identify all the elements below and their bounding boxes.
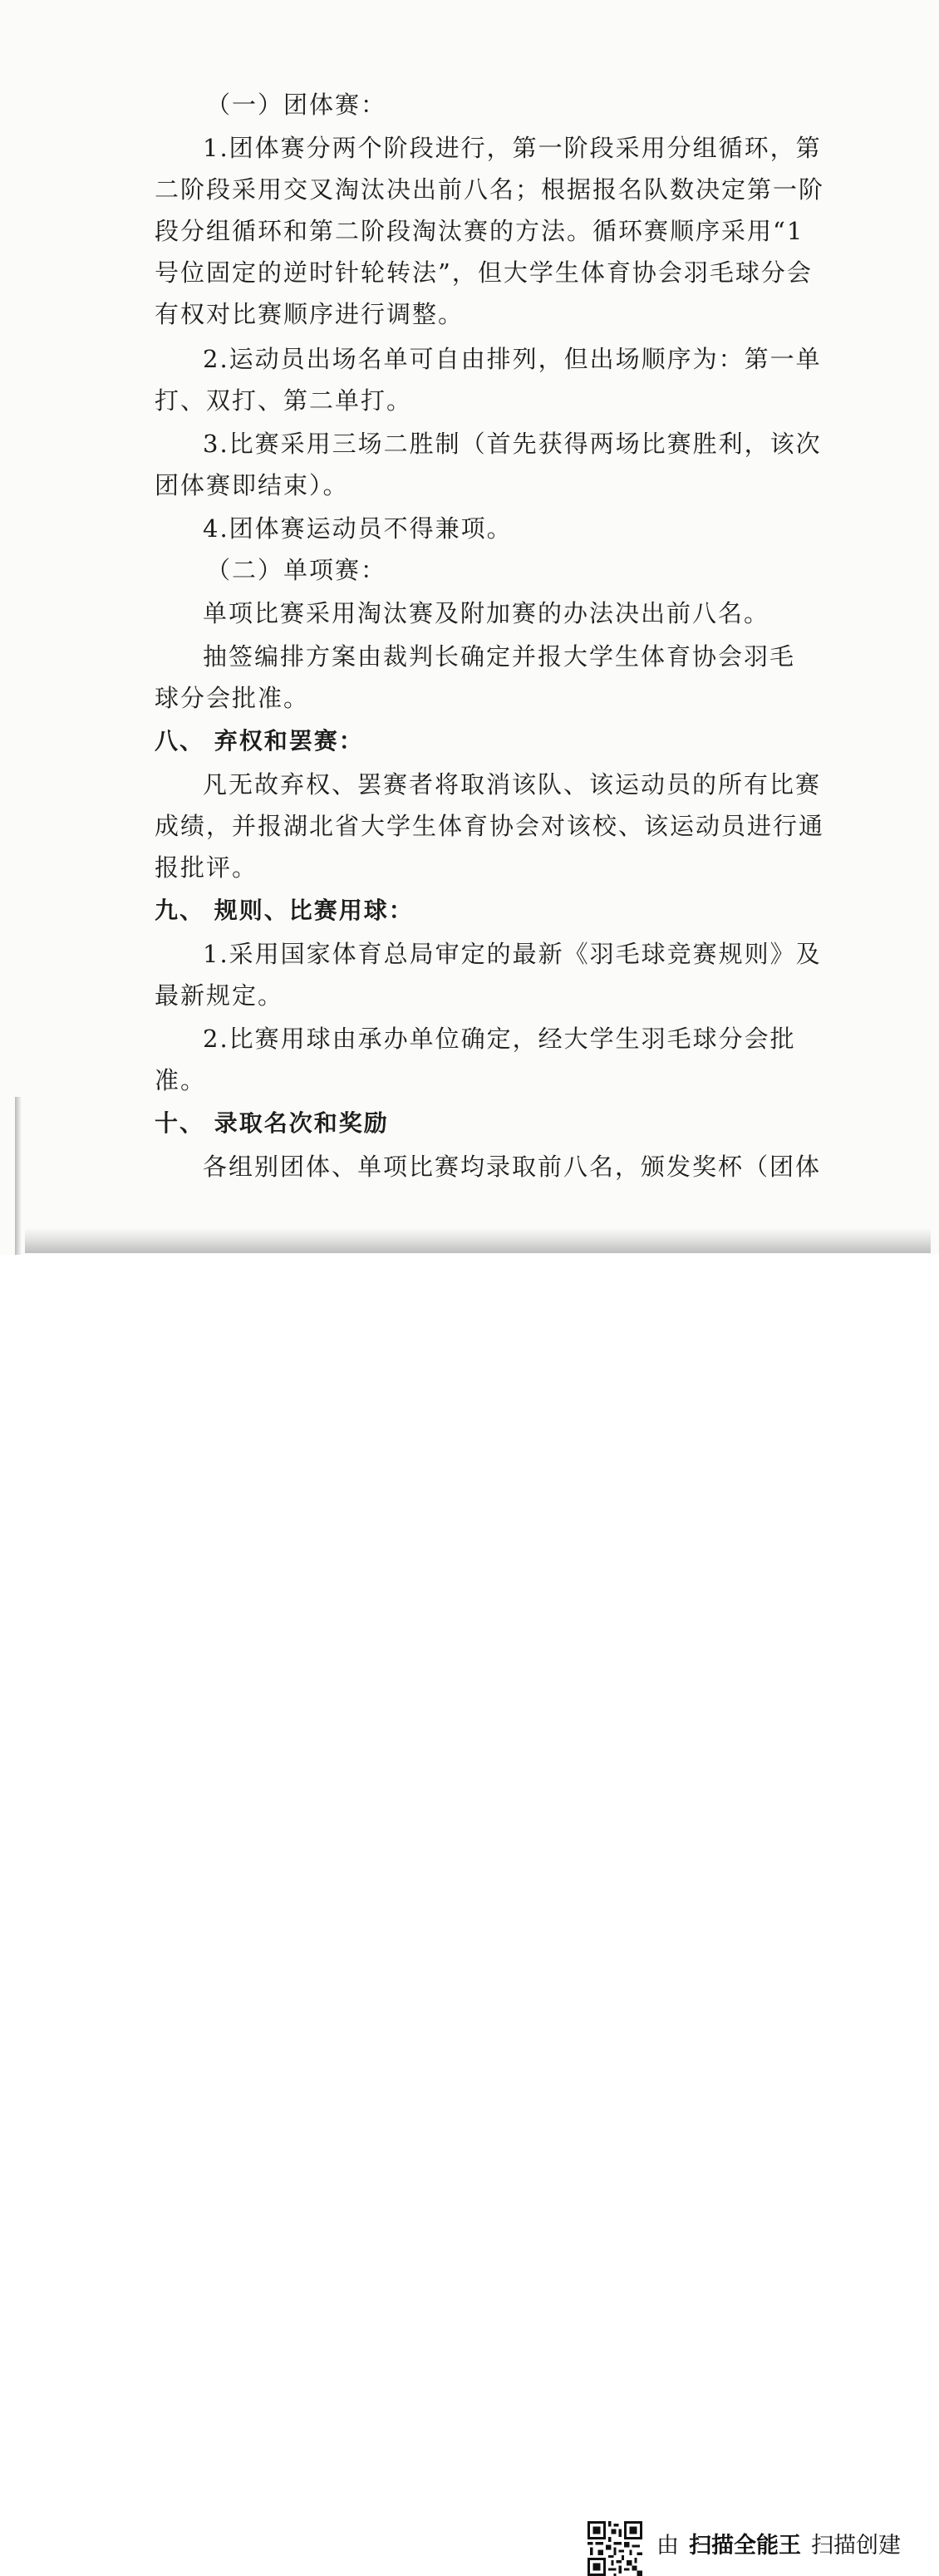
watermark-prefix: 由 (656, 2533, 679, 2559)
subsection-title: （二）单项赛： (206, 556, 387, 584)
qr-code-icon (587, 2521, 642, 2576)
scan-shadow (15, 1097, 22, 1255)
paragraph-line: 4.团体赛运动员不得兼项。 (203, 514, 513, 543)
paragraph-line: 号位固定的逆时针轮转法”，但大学生体育协会羽毛球分会 (155, 258, 813, 287)
watermark-suffix: 扫描创建 (811, 2533, 901, 2559)
section-heading: 十、 录取名次和奖励 (155, 1109, 389, 1137)
paragraph-line: 单项比赛采用淘汰赛及附加赛的办法决出前八名。 (203, 599, 770, 627)
paragraph-line: 二阶段采用交叉淘汰决出前八名；根据报名队数决定第一阶 (155, 175, 825, 204)
paragraph-line: 2.比赛用球由承办单位确定，经大学生羽毛球分会批 (203, 1025, 796, 1053)
paragraph-line: 球分会批准。 (155, 684, 310, 712)
paragraph-line: 准。 (155, 1066, 207, 1094)
document-page (0, 0, 939, 1255)
paragraph-line: 各组别团体、单项比赛均录取前八名，颁发奖杯（团体 (203, 1153, 822, 1181)
section-heading: 八、 弃权和罢赛： (155, 727, 364, 755)
paragraph-line: 段分组循环和第二阶段淘汰赛的方法。循环赛顺序采用“1 (155, 217, 804, 245)
paragraph-line: 2.运动员出场名单可自由排列，但出场顺序为：第一单 (203, 345, 822, 373)
paragraph-line: 打、双打、第二单打。 (155, 386, 413, 415)
paragraph-line: 1.采用国家体育总局审定的最新《羽毛球竞赛规则》及 (203, 940, 822, 968)
paragraph-line: 3.比赛采用三场二胜制（首先获得两场比赛胜利，该次 (203, 430, 822, 458)
scan-edge (25, 1228, 931, 1253)
paragraph-line: 最新规定。 (155, 981, 284, 1010)
paragraph-line: 成绩，并报湖北省大学生体育协会对该校、该运动员进行通 (155, 812, 825, 840)
section-heading: 九、 规则、比赛用球： (155, 897, 414, 924)
paragraph-line: 报批评。 (155, 853, 258, 882)
paragraph-line: 有权对比赛顺序进行调整。 (155, 300, 465, 328)
paragraph-line: 凡无故弃权、罢赛者将取消该队、该运动员的所有比赛 (203, 770, 822, 799)
paragraph-line: 1.团体赛分两个阶段进行，第一阶段采用分组循环，第 (203, 134, 822, 162)
paragraph-line: 团体赛即结束）。 (155, 471, 349, 499)
watermark-brand: 扫描全能王 (689, 2533, 801, 2559)
scanner-footer (0, 1255, 939, 2559)
subsection-title: （一）团体赛： (206, 91, 387, 119)
paragraph-line: 抽签编排方案由裁判长确定并报大学生体育协会羽毛 (203, 642, 796, 671)
scanner-watermark (656, 2529, 901, 2563)
